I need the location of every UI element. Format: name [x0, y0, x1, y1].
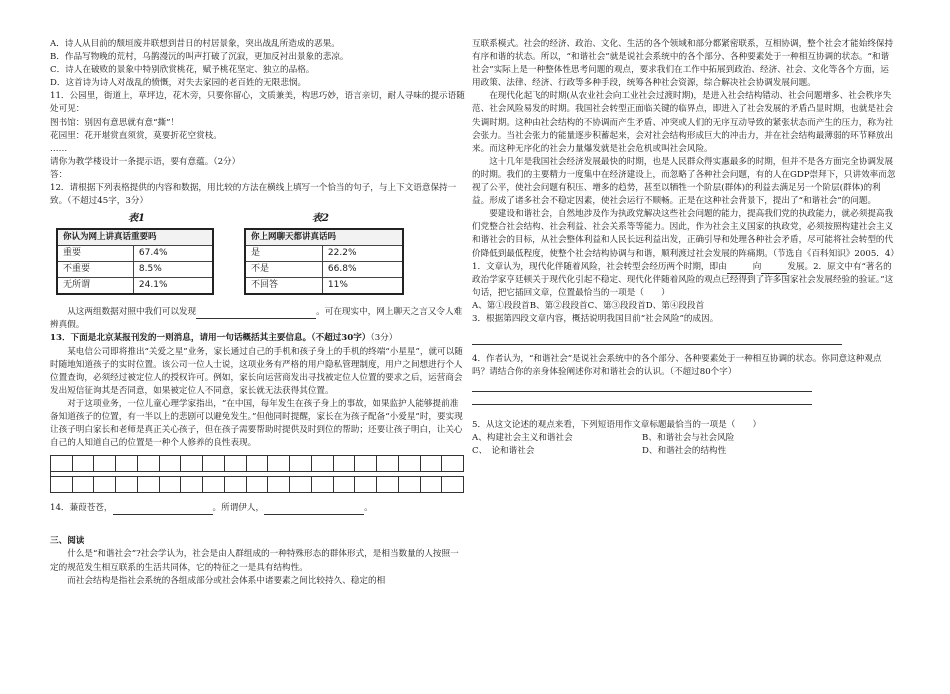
q5-option-b: B、和谐社会与社会风险 [642, 433, 735, 444]
q1-q2-text: 1．文章认为，现代化伴随着风险，社会转型会经历两个时期，即由 向 发展。2．原文中有“著名的政治学家亨廷顿关于现代化引起不稳定、现代化伴随着风险的观点已经得到了许多国家社会发展经验的验证。”这句话，把它插回文章，位置最恰当的一项是（ ） [472, 261, 894, 298]
q5-option-a: A、构建社会主义和谐社会 [472, 433, 573, 444]
q10-option-d: D．这首诗为诗人对战乱的愤慨，对失去家园的老百姓的无限悲悯。 [50, 78, 307, 89]
table1-caption: 表1 [128, 213, 145, 225]
q10-option-c: C．诗人在破败的景象中特别欣赏桃花，赋予桃花坚定、独立的品格。 [50, 65, 315, 76]
q5-option-d: D、和谐社会的结构性 [642, 446, 727, 457]
q4-answer-line-1[interactable] [472, 379, 812, 392]
q14-blank-2[interactable] [264, 514, 364, 515]
q12-answer-blank[interactable] [196, 318, 316, 319]
table-row: 是 22.2% [245, 246, 403, 262]
q4-prompt: 4．作者认为，“和谐社会”是说社会系统中的各个部分、各种要素处于一种相互协调的状态。你同意这种观点吗？请结合你的亲身体验阐述你对和谐社会的认识。（不超过80个字） [472, 354, 882, 378]
left-column [50, 38, 465, 588]
q13-paragraph-1: 某电信公司即将推出“关爱之星”业务，家长通过自己的手机和孩子身上的手机的终端“小星星”，就可以随时随地知道孩子的实时位置。该公司一位人士说，这项业务有严格的用户隐私管理制度，用户之间想进行个人位置查询，必须经过被定位人的授权许可。例如，家长向运营商发出寻找被定位人位置的要求之后，运营商会发出短信征询其是否同意，如果被定位人不同意，家长就无法获得其位置。 [50, 346, 463, 396]
table1 [56, 228, 214, 295]
table-row: 重要 67.4% [57, 246, 213, 262]
table-row: 无所谓 24.1% [57, 278, 213, 295]
q12-prompt: 12．请根据下列表格提供的内容和数据，用比较的方法在横线上填写一个恰当的句子，与上下文语意保持一致。（不超过45字，3分） [50, 183, 457, 207]
q1-blank-2[interactable] [761, 273, 787, 274]
reading-paragraph-5: 要建设和谐社会，自然地涉及作为执政党解决这些社会问题的能力，提高我们党的执政能力，就必须提高我们党整合社会结构、社会利益、社会关系等等能力。因此，作为社会主义国家的执政党，必须按照构建社会主义和谐社会的目标，从社会整体利益和人民长远利益出发，正确引导和处理各种社会矛盾，尽可能将社会转型的代价降低到最低程度，使整个社会结构协调与和谐，顺利渡过社会发展的阵痛期。（节选自《百科知识》2005．4） [472, 209, 899, 259]
reading-paragraph-cont: 互联系模式。社会的经济、政治、文化、生活的各个领域和部分都紧密联系，互相协调，整个社会才能始终保持有序和谐的状态。所以，“和谐社会”就是说社会系统中的各个部分、各种要素处于一种相互协调的状态。“和谐社会”实际上是一种整体性思考问题的观点，要求我们在工作中拓展到政治、经济、社会、文化等各个方面，运用政策、法律、经济、行政等多种手段，统筹各种社会资源，综合解决社会协调发展问题。 [472, 39, 894, 89]
table1-header: 你认为网上讲真话重要吗 [57, 229, 213, 246]
q5-options [472, 432, 897, 458]
reading-paragraph-1: 什么是“和谐社会”?社会学认为，社会是由人群组成的一种特殊形态的群体形式，是相当数量的人按照一定的规范发生相互联系的生活共同体，它的特征之一是具有结构性。 [50, 549, 459, 573]
table2 [244, 228, 404, 295]
q10-option-a: A．诗人从目前的颓垣废井联想到昔日的村居景象，突出战乱所造成的恶果。 [50, 39, 340, 49]
q13-paragraph-2: 对于这项业务，一位儿童心理学家指出，“在中国，每年发生在孩子身上的事故，如果监护人能够提前准备知道孩子的位置，有一半以上的悲剧可以避免发生。”但他同时提醒，家长在为孩子配备“小爱星”时，要实现让孩子明白家长和老师是真正关心孩子，但在孩子需要帮助时提供及时到位的帮助；还要让孩子明白，让关心自己的人知道自己的位置是一种个人修养的良性表现。 [50, 398, 463, 449]
reading-paragraph-2: 而社会结构是指社会系统的各组成部分或社会体系中诸要素之间比较持久、稳定的相 [67, 575, 386, 586]
q11-example-garden: 花园里：花开堪赏直须赏，莫要折花空赏枝。 [50, 130, 222, 141]
q5-option-c: C、 论和谐社会 [472, 446, 535, 457]
q4-answer-line-2[interactable] [472, 392, 812, 405]
q11-answer-label: 答： [50, 169, 68, 180]
q10-option-b: B．作品写物晚的荒村，乌鹊漫沅的叫声打破了沉寂，更加反衬出景象的悲凉。 [50, 52, 349, 63]
q14-blank-1[interactable] [113, 514, 213, 515]
q12-tables [50, 214, 465, 306]
q12-fill-sentence: 从这两组数据对照中我们可以发现 。可在现实中，网上聊天之言又令人难辨真假。 [50, 307, 463, 331]
q11-task: 请你为教学楼设计一条提示语，要有意蕴。（2分） [50, 156, 241, 167]
section3-title: 三、阅读 [50, 536, 85, 547]
q13-title: 13．下面是北京某报刊发的一则消息，请用一句话概括其主要信息。（不超过30字）（3分） [50, 333, 398, 344]
q13-answer-grid[interactable] [50, 455, 464, 493]
reading-paragraph-3: 在现代化起飞的时期(从农业社会向工业社会过渡时期)，是进入社会结构错动、社会问题增多、社会秩序失范、社会风险易发的时期。我国社会转型正面临关键的临界点，即进入了社会发展的矛盾凸显时期，也就是社会失调时期。这种由社会结构的不协调而产生矛盾、冲突或人们的无序互动导致的紧张状态而产生的压力，称为社会张力。当社会张力的能量逐步积蓄起来，会对社会结构形成巨大的冲击力，并在社会结构最薄弱的环节释放出来。而这种无序化的社会力量爆发就是社会危机或叫社会风险。 [472, 91, 894, 154]
table-row: 不回答 11% [245, 278, 403, 295]
table2-header: 你上网聊天都讲真话吗 [245, 229, 403, 246]
right-column [472, 38, 897, 459]
q2-options: A、第①段段首B、第②段段首C、第③段段首D、第④段段首 [472, 300, 705, 311]
q11-ellipsis: …… [50, 143, 68, 154]
q3-answer-line[interactable] [472, 332, 842, 345]
q5-prompt: 5．从这文论述的观点来看，下列短语用作文章标题最恰当的一项是（ ） [472, 420, 762, 431]
q14-line: 14．蒹葭苍苍， 。所谓伊人， 。 [50, 502, 465, 515]
q11-prompt: 11．公园里，街道上，草坪边，花木旁，只要你留心，文质兼美，构思巧妙，语言亲切，耐人寻味的提示语随处可见： [50, 91, 465, 115]
q1-blank-1[interactable] [727, 273, 753, 274]
q3-prompt: 3．根据第四段文章内容，概括说明我国目前“社会风险”的成因。 [472, 313, 719, 324]
reading-paragraph-4: 这十几年是我国社会经济发展最快的时期，也是人民群众得实惠最多的时期，但并不是各方面完全协调发展的时期。我们的主要精力一度集中在经济建设上，而忽略了各种社会问题，有的人在GDP崇拜下，只讲效率而忽视了公平，使社会问题有积压、增多的趋势，甚至以牺牲一个阶层(群体)的利益去满足另一个阶层(群体)的利益。形成了诸多社会不稳定因素，使社会运行不顺畅。正是在这种社会背景下，提出了“和谐社会”的问题。 [472, 156, 896, 207]
table-row: 不重要 8.5% [57, 262, 213, 278]
q11-example-library: 图书馆：别因有意思就有意“撕”！ [50, 117, 180, 128]
table2-caption: 表2 [312, 213, 329, 225]
table-row: 不是 66.8% [245, 262, 403, 278]
